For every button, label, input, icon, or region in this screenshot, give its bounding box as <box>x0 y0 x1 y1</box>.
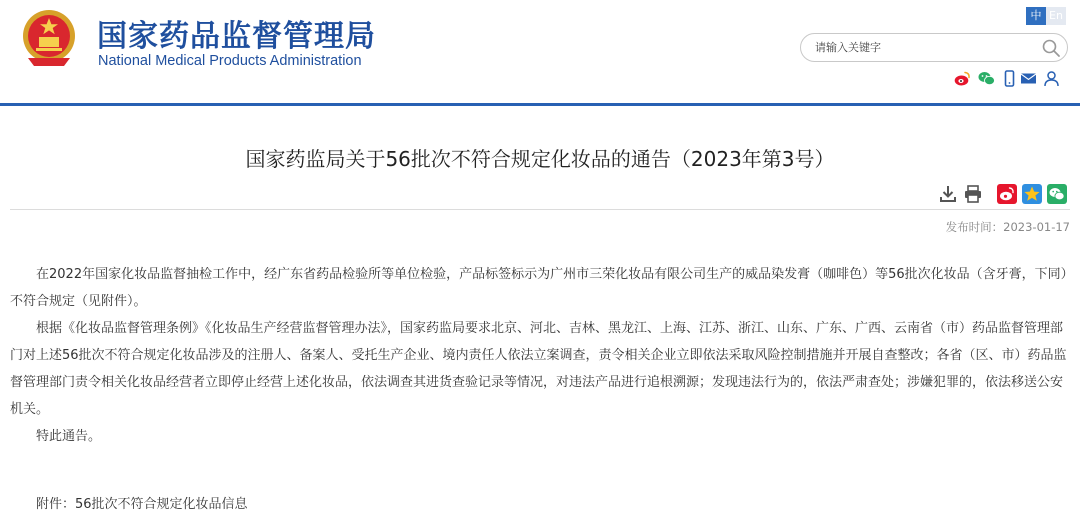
search-box <box>800 33 1068 62</box>
lang-zh-button[interactable]: 中 <box>1026 7 1046 25</box>
print-icon[interactable] <box>963 184 983 204</box>
search-input[interactable] <box>815 38 1030 57</box>
weibo-icon[interactable] <box>954 70 971 87</box>
mobile-icon[interactable] <box>1001 70 1018 87</box>
share-weibo-icon[interactable] <box>997 184 1017 204</box>
article-body <box>10 261 1068 450</box>
paragraph-2: 根据《化妆品监督管理条例》《化妆品生产经营监督管理办法》，国家药监局要求北京、河北、吉林、黑龙江、上海、江苏、浙江、山东、广东、广西、云南省（市）药品监督管理部门对上述56批次不符合规定化妆品涉及的注册人、备案人、受托生产企业、境内责任人依法立案调查，责令相关企业立即依法采取风险控制措施并开展自查整改；各省（区、市）药品监督管理部门责令相关化妆品经营者立即停止经营上述化妆品，依法调查其进货查验记录等情况，对违法产品进行追根溯源；发现违法行为的，依法严肃查处；涉嫌犯罪的，依法移送公安机关。 <box>10 321 1067 417</box>
wechat-icon[interactable] <box>978 70 995 87</box>
lang-en-button[interactable]: En <box>1046 7 1066 25</box>
mail-icon[interactable] <box>1020 70 1037 87</box>
user-icon[interactable] <box>1043 70 1060 87</box>
share-qzone-icon[interactable] <box>1022 184 1042 204</box>
search-icon[interactable] <box>1041 38 1061 58</box>
site-name-cn[interactable]: 国家药品监督管理局 <box>97 19 376 54</box>
share-wechat-icon[interactable] <box>1047 184 1067 204</box>
article-title: 国家药监局关于56批次不符合规定化妆品的通告（2023年第3号） <box>245 147 835 171</box>
paragraph-3: 特此通告。 <box>36 429 102 444</box>
title-divider <box>10 209 1070 210</box>
attachment-link[interactable]: 附件：56批次不符合规定化妆品信息 <box>36 497 248 512</box>
paragraph-1: 在2022年国家化妆品监督抽检工作中，经广东省药品检验所等单位检验，产品标签标示为广州市三荣化妆品有限公司生产的威品染发膏（咖啡色）等56批次化妆品（含牙膏，下同）不符合规定（见附件）。 <box>10 267 1068 309</box>
header-divider <box>0 103 1080 106</box>
site-header <box>0 0 1080 103</box>
publish-date: 发布时间：2023-01-17 <box>945 220 1070 234</box>
national-emblem-icon[interactable] <box>20 8 78 70</box>
download-icon[interactable] <box>938 184 958 204</box>
site-name-en[interactable]: National Medical Products Administration <box>98 53 362 69</box>
